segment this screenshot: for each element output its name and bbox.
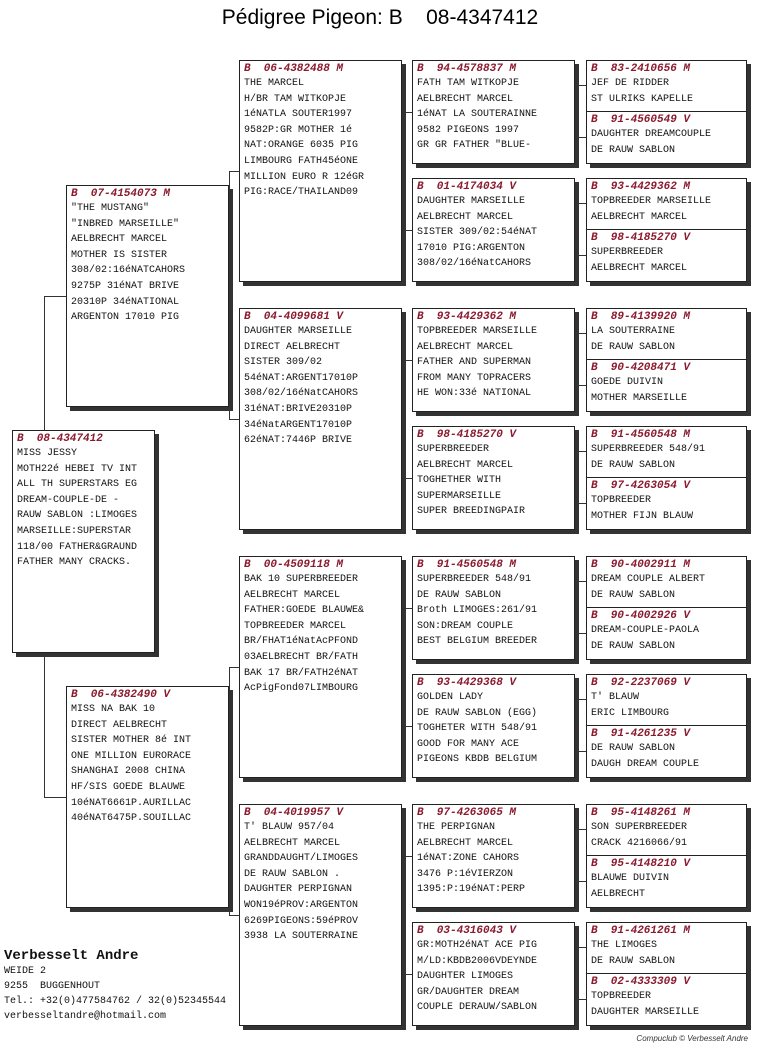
connector-line (402, 608, 412, 609)
great-grandparent-card (412, 556, 575, 660)
dam-card-line: SISTER MOTHER 8é INT (71, 735, 192, 747)
dam-card (66, 686, 229, 908)
great-grandparent-card-line: GR:MOTH2éNAT ACE PIG (417, 940, 538, 951)
great-grandparent-card-line: FATH TAM WITKOPJE (417, 78, 520, 89)
grandparent-card-line: BAK 10 SUPERBREEDER (244, 574, 359, 585)
gen4-dam (587, 725, 746, 772)
gen4-dam-line: MOTHER FIJN BLAUW (591, 510, 694, 522)
gen4-dam-ring: B 02-4333309 V (591, 976, 691, 988)
grandparent-card-line: DE RAUW SABLON . (244, 868, 341, 880)
subject-card-line: MISS JESSY (17, 448, 78, 459)
great-grandparent-card-ring: B 94-4578837 M (417, 63, 517, 75)
grandparent-card-line: 1éNATLA SOUTER1997 (244, 109, 353, 121)
gen4-dam-ring: B 90-4002926 V (591, 610, 691, 622)
sire-card-line: 20310P 34éNATIONAL (71, 296, 180, 308)
breeder-info (4, 948, 226, 1024)
great-grandparent-card-line: AELBRECHT MARCEL (417, 93, 514, 105)
gen4-sire-line: DE RAUW SABLON (591, 459, 676, 471)
footer-credit: Compuclub © Verbesselt Andre (636, 1034, 748, 1043)
gen4-sire-line: ERIC LIMBOURG (591, 707, 670, 719)
connector-line (576, 999, 586, 1000)
gen4-sire-ring: B 91-4261261 M (591, 925, 691, 937)
gen4-dam-ring: B 95-4148210 V (591, 858, 691, 870)
gen4-sire-line: THE LIMOGES (591, 940, 658, 951)
gen4-sire (587, 179, 746, 225)
gen4-dam (587, 359, 746, 406)
grandparent-card-ring: B 04-4019957 V (244, 807, 344, 819)
great-grandparent-card (412, 922, 575, 1026)
great-grandparent-card-line: TOGHETER WITH 548/91 (417, 723, 538, 735)
connector-line (402, 974, 412, 975)
grandparent-card (239, 60, 402, 282)
great-grandparent-card-line: DAUGHTER LIMOGES (417, 971, 514, 983)
great-grandparent-card-line: 17010 PIG:ARGENTON (417, 242, 526, 254)
gen4-pair-card (586, 178, 747, 282)
connector-line (576, 829, 586, 830)
dam-card-line: HF/SIS GOEDE BLAUWE (71, 781, 186, 793)
gen4-sire-ring: B 91-4560548 M (591, 429, 691, 441)
connector-line (576, 581, 577, 633)
gen4-dam-line: TOPBREEDER (591, 495, 652, 506)
great-grandparent-card-line: 308/02/16éNatCAHORS (417, 258, 532, 270)
grandparent-card-line: PIG:RACE/THAILAND09 (244, 187, 359, 199)
great-grandparent-card-line: AELBRECHT MARCEL (417, 837, 514, 849)
grandparent-card-line: 03AELBRECHT BR/FATH (244, 651, 359, 663)
connector-line (402, 112, 412, 113)
gen4-sire-line: DE RAUW SABLON (591, 589, 676, 601)
connector-line (402, 726, 412, 727)
gen4-sire-line: AELBRECHT MARCEL (591, 211, 688, 223)
great-grandparent-card (412, 178, 575, 282)
sire-card-line: 308/02:16éNATCAHORS (71, 265, 186, 277)
gen4-sire (587, 309, 746, 355)
grandparent-card-line: THE MARCEL (244, 78, 305, 89)
grandparent-card-line: H/BR TAM WITKOPJE (244, 93, 347, 105)
sire-card (66, 185, 229, 407)
title-label: Pédigree Pigeon: (221, 6, 383, 29)
great-grandparent-card-ring: B 91-4560548 M (417, 559, 517, 571)
connector-line (576, 333, 586, 334)
connector-line (576, 85, 586, 86)
great-grandparent-card-line: COUPLE DERAUW/SABLON (417, 1002, 538, 1014)
grandparent-card-line: TOPBREEDER MARCEL (244, 620, 347, 632)
great-grandparent-card-line: DE RAUW SABLON (EGG) (417, 707, 538, 719)
great-grandparent-card (412, 308, 575, 412)
gen4-pair-card (586, 922, 747, 1026)
great-grandparent-card-line: AELBRECHT MARCEL (417, 211, 514, 223)
great-grandparent-card-line: DE RAUW SABLON (417, 589, 502, 601)
sire-card-line: "THE MUSTANG" (71, 203, 150, 214)
grandparent-card-line: 34éNatARGENT17010P (244, 419, 353, 431)
gen4-pair-card (586, 60, 747, 164)
grandparent-card-ring: B 06-4382488 M (244, 63, 344, 75)
gen4-sire-ring: B 83-2410656 M (591, 63, 691, 75)
grandparent-card-line: FATHER:GOEDE BLAUWE& (244, 605, 365, 617)
great-grandparent-card-line: Broth LIMOGES:261/91 (417, 605, 538, 617)
gen4-sire-line: DE RAUW SABLON (591, 341, 676, 353)
connector-line (576, 699, 577, 751)
great-grandparent-card-line: M/LD:KBDB2006VDEYNDE (417, 955, 538, 967)
connector-line (44, 296, 66, 297)
great-grandparent-card-line: GOLDEN LADY (417, 692, 484, 703)
dam-card-line: MISS NA BAK 10 (71, 704, 156, 715)
great-grandparent-card-line: SUPER BREEDINGPAIR (417, 506, 526, 518)
great-grandparent-card-line: AELBRECHT MARCEL (417, 459, 514, 471)
subject-card-line: RAUW SABLON :LIMOGES (17, 510, 138, 522)
gen4-sire-ring: B 89-4139920 M (591, 311, 691, 323)
connector-line (576, 333, 577, 385)
great-grandparent-card-ring: B 03-4316043 V (417, 925, 517, 937)
connector-line (576, 385, 586, 386)
great-grandparent-card-line: FATHER AND SUPERMAN (417, 357, 532, 369)
great-grandparent-card-line: 1éNAT LA SOUTERAINNE (417, 109, 538, 121)
gen4-dam (587, 855, 746, 902)
great-grandparent-card-ring: B 97-4263065 M (417, 807, 517, 819)
gen4-dam-line: DREAM-COUPLE-PAOLA (591, 625, 700, 636)
gen4-sire-line: LA SOUTERRAINE (591, 326, 676, 337)
connector-line (402, 112, 403, 230)
gen4-dam-line: DE RAUW SABLON (591, 640, 676, 652)
grandparent-card-line: DIRECT AELBRECHT (244, 341, 341, 353)
dam-card-ring: B 06-4382490 V (71, 689, 171, 701)
grandparent-card-line: WON19éPROV:ARGENTON (244, 899, 359, 911)
sire-card-line: ARGENTON 17010 PIG (71, 312, 180, 324)
grandparent-card-line: BR/FHAT1éNatAcPFOND (244, 636, 359, 648)
connector-line (576, 881, 586, 882)
grandparent-card-line: MILLION EURO R 12éGR (244, 171, 365, 183)
connector-line (44, 797, 66, 798)
connector-line (576, 699, 586, 700)
great-grandparent-card-line: 9582 PIGEONS 1997 (417, 124, 520, 136)
great-grandparent-card (412, 674, 575, 778)
gen4-sire-line: CRACK 4216066/91 (591, 837, 688, 849)
grandparent-card-ring: B 00-4509118 M (244, 559, 344, 571)
great-grandparent-card-line: FROM MANY TOPRACERS (417, 372, 532, 384)
connector-line (229, 171, 230, 419)
gen4-dam-line: DAUGHTER MARSEILLE (591, 1006, 700, 1018)
gen4-dam-line: AELBRECHT (591, 888, 646, 900)
great-grandparent-card-line: GR/DAUGHTER DREAM (417, 986, 520, 998)
gen4-dam-line: TOPBREEDER (591, 991, 652, 1002)
sire-card-line: 9275P 31éNAT BRIVE (71, 280, 180, 292)
gen4-sire-ring: B 95-4148261 M (591, 807, 691, 819)
great-grandparent-card-line: HE WON:33é NATIONAL (417, 388, 532, 400)
great-grandparent-card-line: 3476 P:1éVIERZON (417, 868, 514, 880)
title-sex: B (388, 6, 403, 29)
subject-card-line: MOTH22é HEBEI TV INT (17, 463, 138, 475)
gen4-sire-line: T' BLAUW (591, 692, 640, 703)
gen4-dam-line: DE RAUW SABLON (591, 743, 676, 754)
gen4-pair-card (586, 308, 747, 412)
great-grandparent-card-ring: B 93-4429362 M (417, 311, 517, 323)
connector-line (576, 255, 586, 256)
sire-card-ring: B 07-4154073 M (71, 188, 171, 200)
subject-card-line: FATHER MANY CRACKS. (17, 557, 132, 569)
gen4-dam-line: AELBRECHT MARCEL (591, 262, 688, 274)
great-grandparent-card (412, 804, 575, 908)
grandparent-card-line: 54éNAT:ARGENT17010P (244, 372, 359, 384)
gen4-sire-line: JEF DE RIDDER (591, 78, 670, 89)
subject-card-line: MARSEILLE:SUPERSTAR (17, 525, 132, 537)
great-grandparent-card-line: BEST BELGIUM BREEDER (417, 636, 538, 648)
gen4-pair-card (586, 804, 747, 908)
great-grandparent-card-ring: B 98-4185270 V (417, 429, 517, 441)
connector-line (229, 419, 239, 420)
connector-line (576, 203, 577, 255)
connector-line (576, 85, 577, 137)
great-grandparent-card-line: TOGHETHER WITH (417, 475, 502, 487)
sire-card-line: AELBRECHT MARCEL (71, 234, 168, 246)
grandparent-card (239, 556, 402, 778)
grandparent-card-line: AcPigFond07LIMBOURG (244, 683, 359, 695)
dam-card-line: DIRECT AELBRECHT (71, 719, 168, 731)
connector-line (44, 296, 45, 430)
great-grandparent-card-line: GOOD FOR MANY ACE (417, 738, 520, 750)
gen4-sire-ring: B 92-2237069 V (591, 677, 691, 689)
grandparent-card-line: 6269PIGEONS:59éPROV (244, 915, 359, 927)
gen4-dam (587, 111, 746, 158)
gen4-sire-line: DREAM COUPLE ALBERT (591, 574, 706, 585)
grandparent-card-line: 62éNAT:7446P BRIVE (244, 435, 353, 447)
connector-line (44, 653, 45, 797)
great-grandparent-card-line: TOPBREEDER MARSEILLE (417, 326, 538, 337)
subject-card (12, 430, 155, 653)
subject-card-line: ALL TH SUPERSTARS EG (17, 479, 138, 491)
gen4-pair-card (586, 674, 747, 778)
page-title (0, 6, 760, 30)
connector-line (576, 451, 577, 503)
gen4-sire-line: TOPBREEDER MARSEILLE (591, 196, 712, 207)
connector-line (402, 230, 412, 231)
great-grandparent-card-ring: B 93-4429368 V (417, 677, 517, 689)
great-grandparent-card-line: 1395:P:19éNAT:PERP (417, 884, 526, 896)
connector-line (576, 829, 577, 881)
connector-line (402, 360, 403, 478)
gen4-dam-line: DAUGHTER DREAMCOUPLE (591, 129, 712, 140)
great-grandparent-card-line: SON:DREAM COUPLE (417, 620, 514, 632)
breeder-address-1: WEIDE 2 (4, 966, 47, 977)
connector-line (229, 171, 239, 172)
great-grandparent-card (412, 426, 575, 530)
gen4-dam-ring: B 91-4560549 V (591, 114, 691, 126)
gen4-dam-line: BLAUWE DUIVIN (591, 873, 670, 884)
great-grandparent-card-line: AELBRECHT MARCEL (417, 341, 514, 353)
gen4-dam-line: DAUGH DREAM COUPLE (591, 758, 700, 770)
connector-line (576, 633, 586, 634)
great-grandparent-card-line: SUPERBREEDER (417, 444, 490, 455)
gen4-dam (587, 229, 746, 276)
great-grandparent-card-line: GR GR FATHER "BLUE- (417, 140, 532, 152)
grandparent-card (239, 804, 402, 1026)
connector-line (576, 581, 586, 582)
gen4-sire-ring: B 90-4002911 M (591, 559, 691, 571)
grandparent-card-line: AELBRECHT MARCEL (244, 837, 341, 849)
gen4-sire-line: SON SUPERBREEDER (591, 822, 688, 833)
grandparent-card-line: 3938 LA SOUTERRAINE (244, 931, 359, 943)
grandparent-card-line: GRANDDAUGHT/LIMOGES (244, 853, 359, 865)
great-grandparent-card-line: PIGEONS KBDB BELGIUM (417, 754, 538, 766)
great-grandparent-card-ring: B 01-4174034 V (417, 181, 517, 193)
gen4-dam-line: DE RAUW SABLON (591, 144, 676, 156)
gen4-sire (587, 675, 746, 721)
grandparent-card-line: DAUGHTER MARSEILLE (244, 326, 353, 337)
dam-card-line: SHANGHAI 2008 CHINA (71, 766, 186, 778)
grandparent-card-line: AELBRECHT MARCEL (244, 589, 341, 601)
gen4-pair-card (586, 426, 747, 530)
connector-line (229, 667, 230, 915)
sire-card-line: "INBRED MARSEILLE" (71, 218, 180, 230)
connector-line (402, 478, 412, 479)
connector-line (576, 751, 586, 752)
gen4-sire (587, 923, 746, 969)
breeder-name: Verbesselt Andre (4, 948, 139, 964)
gen4-sire-line: SUPERBREEDER 548/91 (591, 444, 706, 455)
connector-line (229, 915, 239, 916)
gen4-sire (587, 427, 746, 473)
gen4-dam-ring: B 98-4185270 V (591, 232, 691, 244)
connector-line (576, 203, 586, 204)
connector-line (229, 667, 239, 668)
gen4-sire (587, 61, 746, 107)
title-ring: 08-4347412 (426, 6, 539, 29)
gen4-dam-ring: B 97-4263054 V (591, 480, 691, 492)
subject-card-ring: B 08-4347412 (17, 433, 103, 445)
dam-card-line: 10éNAT6661P.AURILLAC (71, 797, 192, 809)
connector-line (402, 608, 403, 726)
gen4-dam (587, 973, 746, 1020)
breeder-email[interactable]: verbesseltandre@hotmail.com (4, 1011, 167, 1022)
great-grandparent-card-line: DAUGHTER MARSEILLE (417, 196, 526, 207)
connector-line (576, 947, 577, 999)
grandparent-card-line: 31éNAT:BRIVE20310P (244, 403, 353, 415)
gen4-sire (587, 805, 746, 851)
breeder-address-2: 9255 BUGGENHOUT (4, 981, 101, 992)
great-grandparent-card-line: SUPERBREEDER 548/91 (417, 574, 532, 585)
subject-card-line: DREAM-COUPLE-DE - (17, 494, 120, 506)
grandparent-card (239, 308, 402, 530)
connector-line (402, 856, 403, 974)
connector-line (576, 137, 586, 138)
connector-line (576, 503, 586, 504)
sire-card-line: MOTHER IS SISTER (71, 249, 168, 261)
great-grandparent-card-line: THE PERPIGNAN (417, 822, 496, 833)
connector-line (576, 947, 586, 948)
connector-line (402, 856, 412, 857)
grandparent-card-line: SISTER 309/02 (244, 357, 323, 369)
gen4-dam-ring: B 90-4208471 V (591, 362, 691, 374)
grandparent-card-line: LIMBOURG FATH45éONE (244, 155, 359, 167)
breeder-phone: Tel.: +32(0)477584762 / 32(0)52345544 (4, 996, 227, 1007)
great-grandparent-card-line: SUPERMARSEILLE (417, 490, 502, 502)
grandparent-card-ring: B 04-4099681 V (244, 311, 344, 323)
connector-line (402, 360, 412, 361)
gen4-dam-line: SUPERBREEDER (591, 247, 664, 258)
grandparent-card-line: BAK 17 BR/FATH2éNAT (244, 667, 359, 679)
gen4-dam (587, 477, 746, 524)
connector-line (576, 451, 586, 452)
gen4-dam-ring: B 91-4261235 V (591, 728, 691, 740)
gen4-sire (587, 557, 746, 603)
gen4-sire-line: ST ULRIKS KAPELLE (591, 93, 694, 105)
gen4-sire-ring: B 93-4429362 M (591, 181, 691, 193)
dam-card-line: ONE MILLION EURORACE (71, 750, 192, 762)
grandparent-card-line: 9582P:GR MOTHER 1é (244, 124, 353, 136)
grandparent-card-line: NAT:ORANGE 6035 PIG (244, 140, 359, 152)
gen4-sire-line: DE RAUW SABLON (591, 955, 676, 967)
grandparent-card-line: 308/02/16éNatCAHORS (244, 388, 359, 400)
great-grandparent-card-line: 1éNAT:ZONE CAHORS (417, 853, 520, 865)
gen4-dam-line: GOEDE DUIVIN (591, 377, 664, 388)
great-grandparent-card (412, 60, 575, 164)
grandparent-card-line: DAUGHTER PERPIGNAN (244, 884, 353, 896)
dam-card-line: 40éNAT6475P.SOUILLAC (71, 813, 192, 825)
subject-card-line: 118/00 FATHER&GRAUND (17, 541, 138, 553)
grandparent-card-line: T' BLAUW 957/04 (244, 822, 335, 833)
gen4-dam (587, 607, 746, 654)
gen4-pair-card (586, 556, 747, 660)
gen4-dam-line: MOTHER MARSEILLE (591, 392, 688, 404)
great-grandparent-card-line: SISTER 309/02:54éNAT (417, 227, 538, 239)
